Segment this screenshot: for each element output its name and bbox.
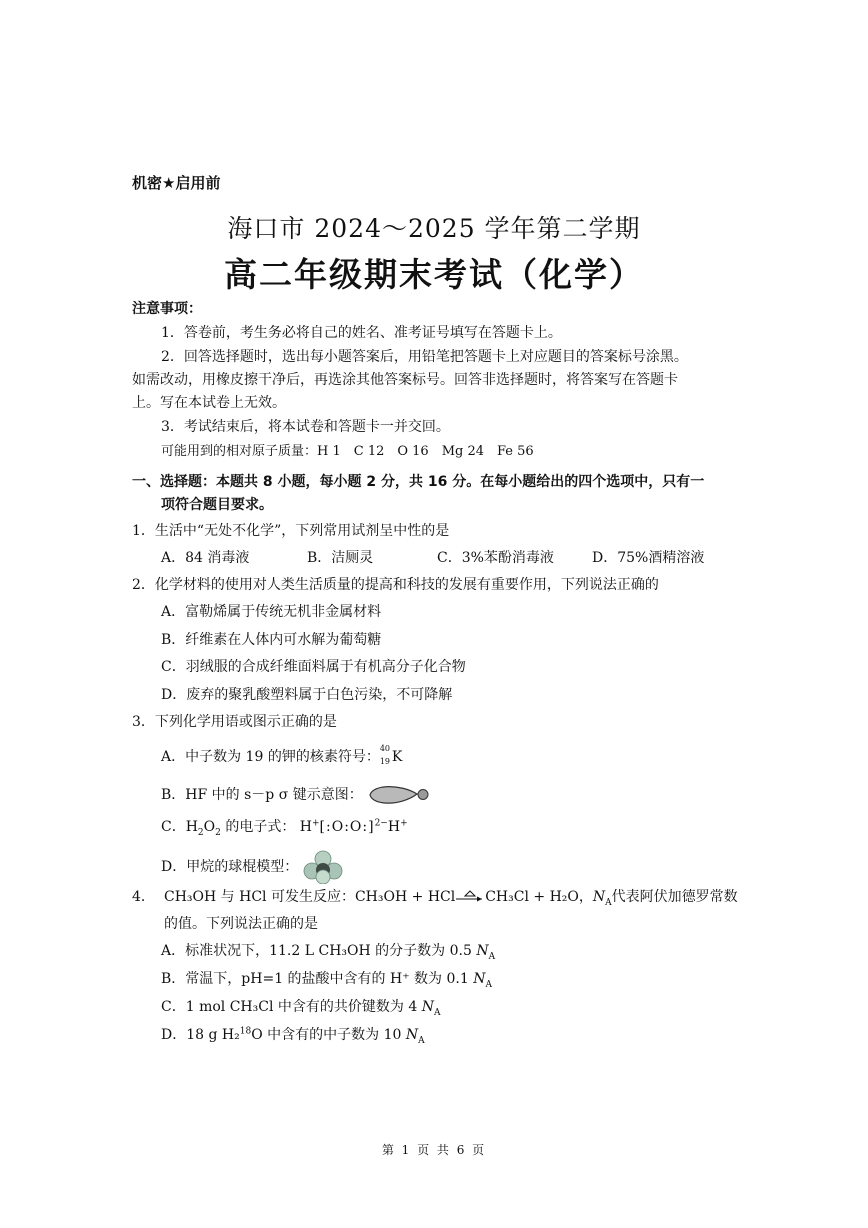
q3-option-c-text2: O	[203, 819, 216, 835]
q3-option-a	[161, 746, 402, 766]
q4-option-a	[161, 940, 495, 960]
q3-option-c	[161, 816, 408, 836]
q4-option-c-na-sub: A	[433, 1007, 441, 1018]
q4-option-d-na: N	[405, 1027, 419, 1043]
q4-option-b-na-sub: A	[485, 979, 492, 990]
note-item-3: 3．考试结束后，将本试卷和答题卡一并交回。	[161, 419, 450, 435]
s-p-sigma-bond-diagram	[367, 782, 429, 808]
q4-option-d-text-a: D．18 g H₂	[161, 1027, 240, 1043]
p-orbital-lobe	[370, 787, 417, 804]
q1-option-d: D．75%酒精溶液	[592, 550, 705, 566]
q4-number: 4．	[132, 889, 155, 905]
q4-stem-line2: 的值。下列说法正确的是	[164, 916, 318, 932]
q4-stem-na: N	[592, 889, 606, 905]
q3-option-b-text: B．HF 中的 s－p σ 键示意图：	[161, 787, 363, 803]
note-item-2-line3: 上。写在本试卷上无效。	[132, 395, 286, 411]
q4-stem-na-sub: A	[605, 897, 612, 908]
q3-option-c-text3: 的电子式：	[220, 819, 296, 835]
section1-heading-line1: 一、选择题：本题共 8 小题，每小题 2 分，共 16 分。在每小题给出的四个选项中，只有一	[132, 474, 705, 490]
q1-stem: 1．生活中“无处不化学”，下列常用试剂呈中性的是	[132, 523, 450, 539]
note-item-2-line1: 2．回答选择题时，选出每小题答案后，用铅笔把答题卡上对应题目的答案标号涂黑。	[161, 349, 688, 365]
q3-option-b	[161, 782, 429, 808]
q4-stem-part-c: 代表阿伏加德罗常数	[611, 889, 738, 905]
q4-option-d-text-b: O 中含有的中子数为 10	[251, 1027, 406, 1043]
q4-stem-part-b: CH₃Cl + H₂O，	[485, 889, 593, 905]
q3-option-d-text: D．甲烷的球棍模型：	[161, 859, 299, 875]
q4-option-b-text: B．常温下，pH=1 的盐酸中含有的 H⁺ 数为 0.1	[161, 971, 474, 987]
note-item-1: 1．答卷前，考生务必将自己的姓名、准考证号填写在答题卡上。	[161, 325, 562, 341]
notes-heading: 注意事项：	[132, 301, 202, 317]
formula-charge: 2−	[374, 818, 388, 829]
formula-h-right: H	[387, 819, 401, 835]
q4-stem-part-a: CH₃OH 与 HCl 可发生反应：CH₃OH + HCl	[164, 889, 456, 905]
q4-option-a-na: N	[476, 943, 489, 959]
q3-stem: 3．下列化学用语或图示正确的是	[132, 714, 337, 730]
page-footer: 第 1 页 共 6 页	[381, 1143, 487, 1157]
exam-title-line1: 海口市 2024～2025 学年第二学期	[227, 214, 641, 243]
formula-h-left: H	[299, 819, 312, 835]
q4-option-a-text: A．标准状况下，11.2 L CH₃OH 的分子数为 0.5	[161, 943, 477, 959]
q4-option-d	[161, 1024, 425, 1044]
atomic-number: 19	[379, 757, 391, 766]
q3-option-d	[161, 850, 343, 884]
formula-plus-right: +	[400, 818, 408, 829]
nuclide-notation	[379, 744, 392, 766]
q4-option-c-na: N	[421, 999, 434, 1015]
element-symbol: K	[391, 749, 403, 765]
arrow-head	[477, 897, 482, 902]
q3-option-a-text: A．中子数为 19 的钾的核素符号：	[161, 749, 380, 765]
formula-peroxide: [:O:O:]	[319, 819, 375, 835]
q3-option-c-sub1: 2	[197, 827, 204, 838]
section1-heading-line2: 项符合题目要求。	[161, 497, 273, 513]
q2-option-c: C．羽绒服的合成纤维面料属于有机高分子化合物	[161, 659, 466, 675]
q2-stem: 2．化学材料的使用对人类生活质量的提高和科技的发展有重要作用，下列说法正确的	[132, 577, 659, 593]
q1-option-b: B．洁厕灵	[307, 550, 374, 566]
atomic-masses: 可能用到的相对原子质量：H 1 C 12 O 16 Mg 24 Fe 56	[161, 444, 534, 459]
q4-option-b-na: N	[473, 971, 486, 987]
q4-stem-line1	[164, 886, 738, 906]
q4-option-c-text: C．1 mol CH₃Cl 中含有的共价键数为 4	[161, 999, 422, 1015]
h2o2-electron-formula	[300, 819, 408, 835]
methane-ball-stick-model	[303, 850, 343, 884]
note-item-2-line2: 如需改动，用橡皮擦干净后，再选涂其他答案标号。回答非选择题时，将答案写在答题卡	[132, 372, 678, 388]
mass-number: 40	[379, 744, 391, 753]
q3-option-c-sub2: 2	[215, 827, 221, 838]
q3-option-c-text: C．H	[161, 819, 198, 835]
q4-option-a-na-sub: A	[488, 951, 496, 962]
q4-option-c	[161, 996, 440, 1016]
q2-option-b: B．纤维素在人体内可水解为葡萄糖	[161, 632, 382, 648]
formula-plus-left: +	[312, 818, 320, 829]
s-orbital	[418, 790, 428, 800]
heat-arrow-icon	[455, 890, 485, 904]
q4-option-d-isotope: 18	[239, 1026, 252, 1037]
q1-option-a: A．84 消毒液	[161, 550, 250, 566]
h-atom-bottom	[316, 870, 330, 884]
exam-title-line2: 高二年级期末考试（化学）	[224, 255, 644, 294]
q2-option-a: A．富勒烯属于传统无机非金属材料	[161, 604, 382, 620]
q2-option-d: D．废弃的聚乳酸塑料属于白色污染，不可降解	[161, 687, 453, 703]
q4-option-d-na-sub: A	[418, 1035, 425, 1046]
confidential-label: 机密★启用前	[132, 174, 221, 192]
delta-symbol	[465, 891, 475, 896]
q1-option-c: C．3%苯酚消毒液	[437, 550, 554, 566]
q4-option-b	[161, 968, 492, 988]
